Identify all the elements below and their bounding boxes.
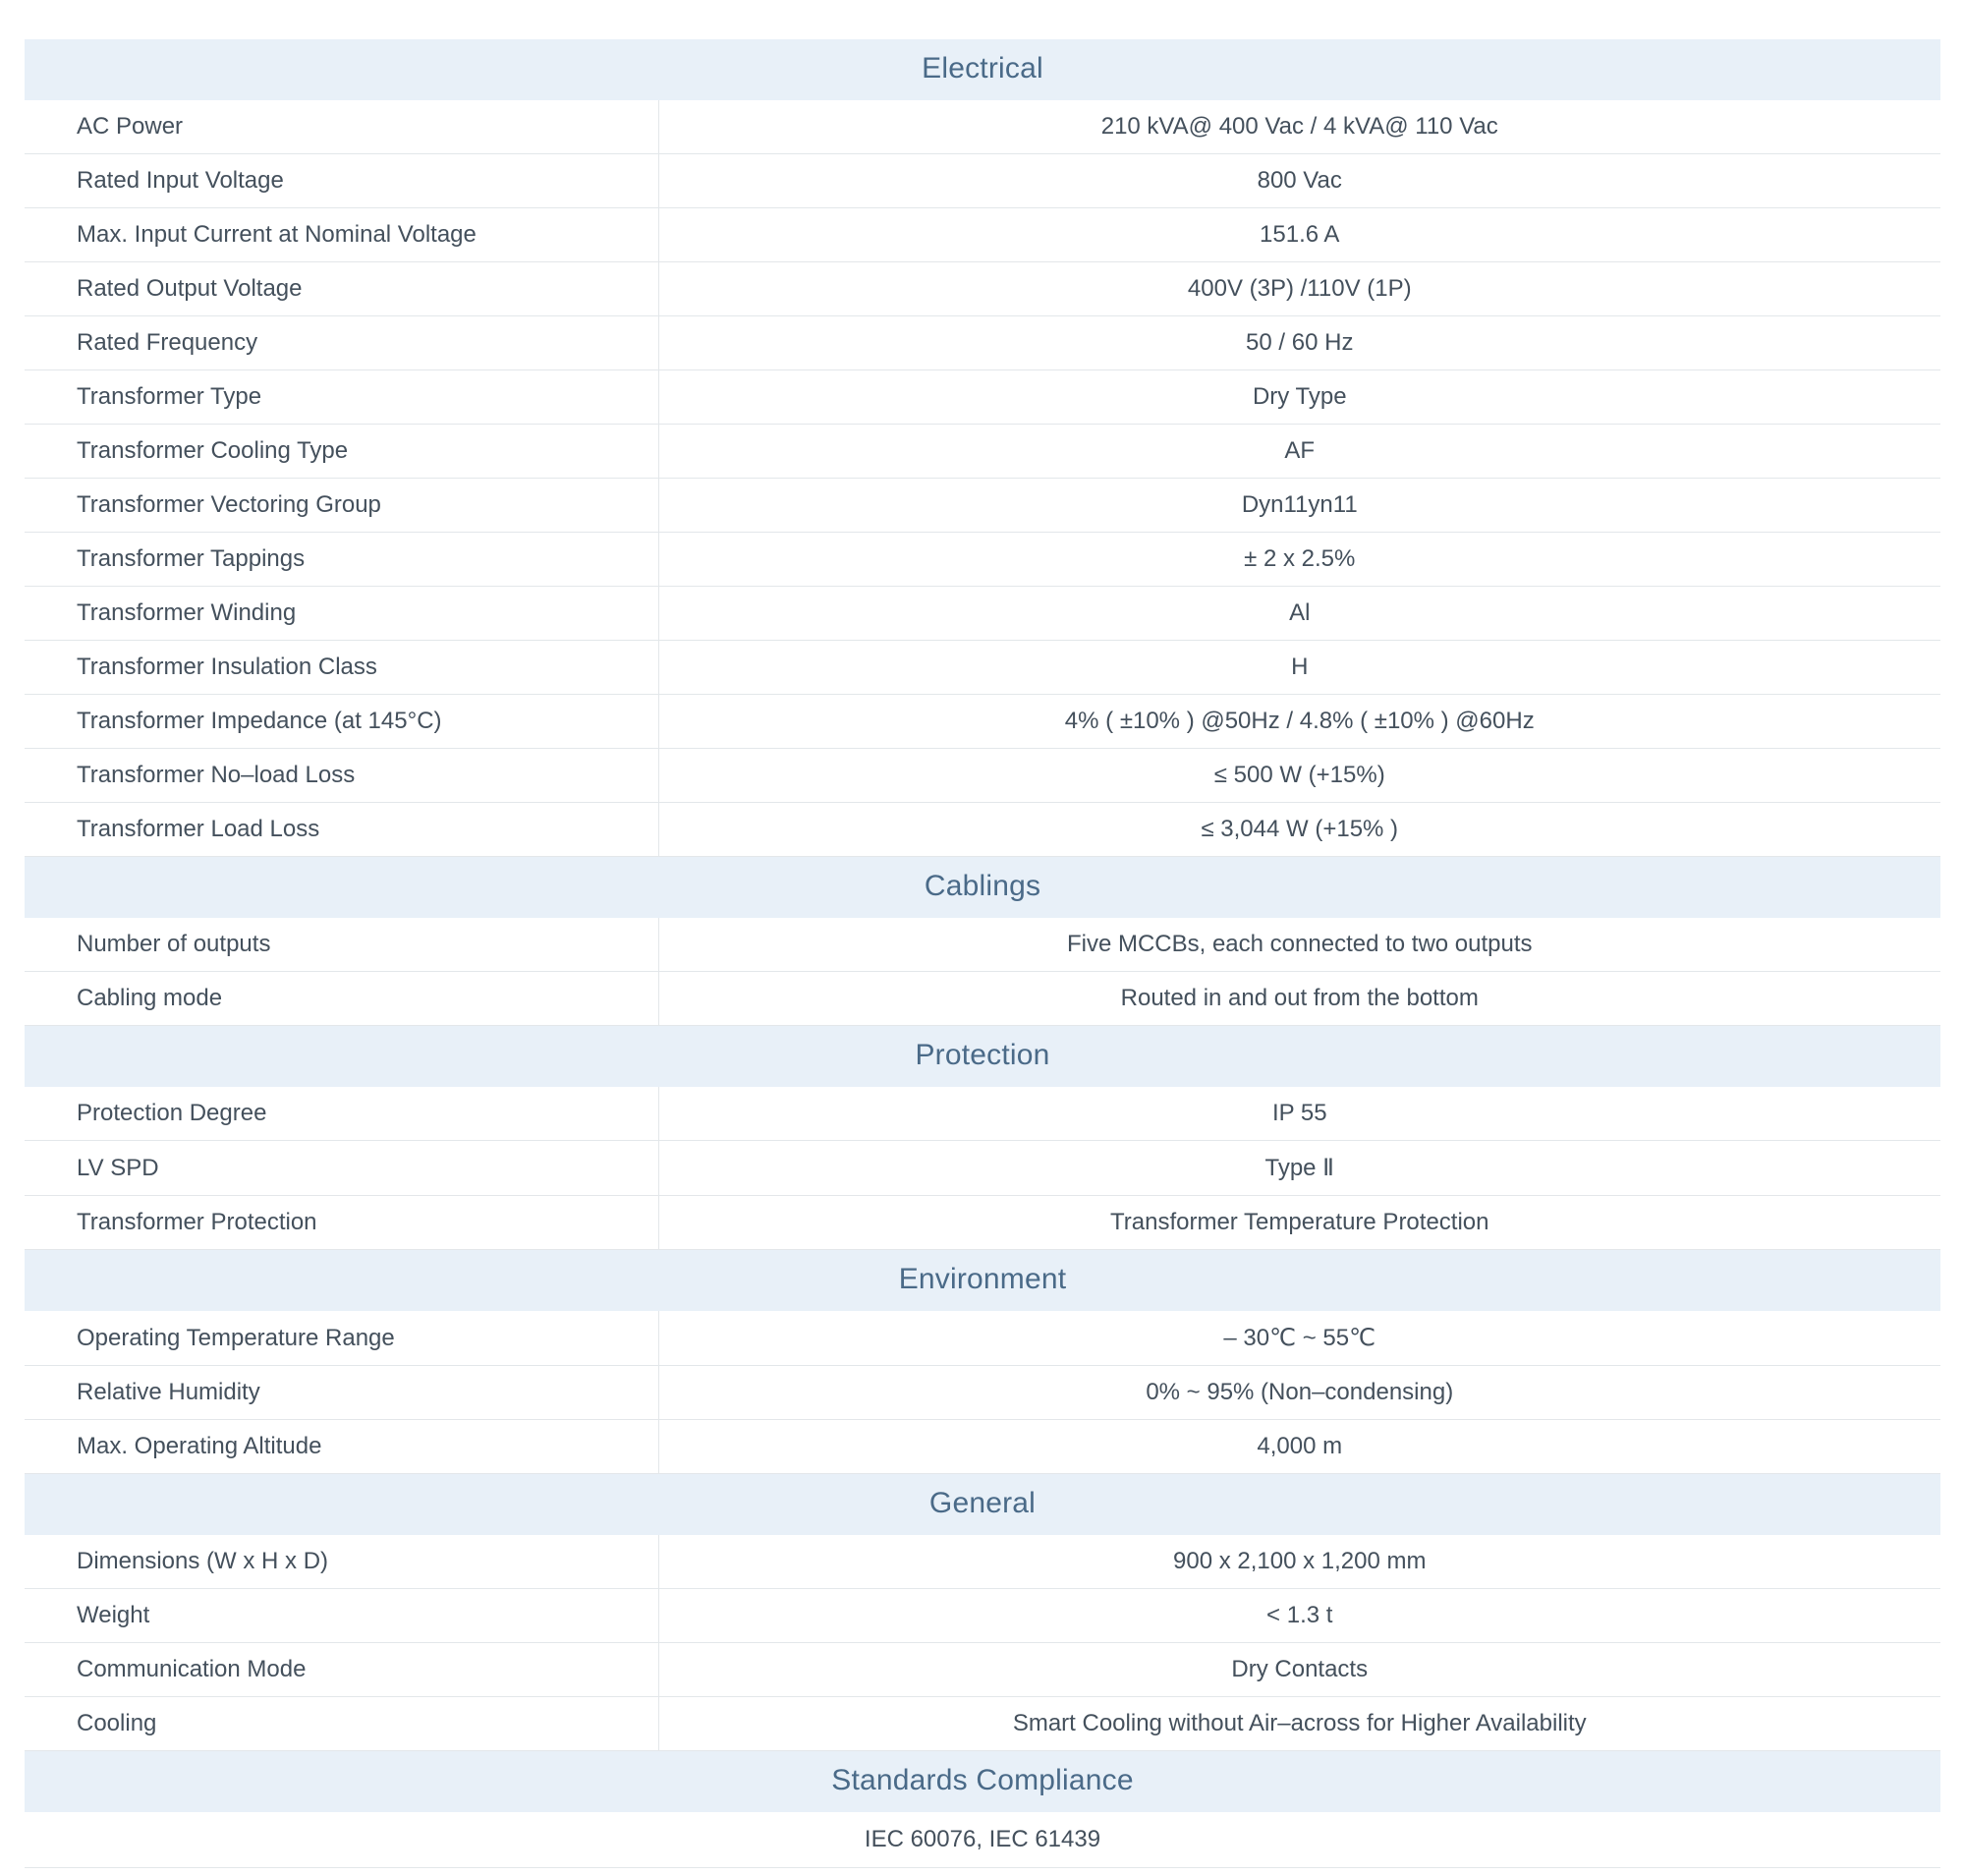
- table-row: [25, 262, 1940, 316]
- row-value: 210 kVA@ 400 Vac / 4 kVA@ 110 Vac: [658, 100, 1940, 154]
- table-row: [25, 479, 1940, 533]
- row-label: Weight: [25, 1589, 658, 1643]
- row-label: Transformer Winding: [25, 587, 658, 641]
- section-title: Standards Compliance: [25, 1751, 1940, 1813]
- table-row: [25, 1420, 1940, 1474]
- specification-table: [25, 39, 1940, 1876]
- row-label: Transformer Load Loss: [25, 803, 658, 857]
- row-label: Protection Degree: [25, 1087, 658, 1141]
- row-value: 50 / 60 Hz: [658, 316, 1940, 370]
- row-value: < 1.3 t: [658, 1589, 1940, 1643]
- row-value: Smart Cooling without Air–across for Higher Availability: [658, 1697, 1940, 1751]
- row-value: 400V (3P) /110V (1P): [658, 262, 1940, 316]
- specification-sheet: [25, 0, 1940, 1876]
- section-title: Protection: [25, 1026, 1940, 1088]
- section-header-general: [25, 1474, 1940, 1536]
- row-label: Relative Humidity: [25, 1366, 658, 1420]
- section-title: General: [25, 1474, 1940, 1536]
- table-row: [25, 316, 1940, 370]
- table-row: [25, 918, 1940, 972]
- table-row: [25, 1535, 1940, 1589]
- row-value: 900 x 2,100 x 1,200 mm: [658, 1535, 1940, 1589]
- row-label: Transformer No–load Loss: [25, 749, 658, 803]
- row-value: Al: [658, 587, 1940, 641]
- table-row: [25, 533, 1940, 587]
- row-value: ≤ 3,044 W (+15% ): [658, 803, 1940, 857]
- row-label: LV SPD: [25, 1141, 658, 1196]
- row-label: Cooling: [25, 1697, 658, 1751]
- table-row: [25, 587, 1940, 641]
- specification-table-body: [25, 39, 1940, 1876]
- row-value: 0% ~ 95% (Non–condensing): [658, 1366, 1940, 1420]
- row-value: AF: [658, 425, 1940, 479]
- table-row: [25, 695, 1940, 749]
- section-title: Environment: [25, 1250, 1940, 1312]
- section-header-standards-compliance: [25, 1751, 1940, 1813]
- table-row: [25, 154, 1940, 208]
- row-label: Dimensions (W x H x D): [25, 1535, 658, 1589]
- table-row: [25, 425, 1940, 479]
- row-value: ± 2 x 2.5%: [658, 533, 1940, 587]
- row-label: Rated Frequency: [25, 316, 658, 370]
- row-label: Transformer Protection: [25, 1196, 658, 1250]
- row-value: Transformer Temperature Protection: [658, 1196, 1940, 1250]
- row-label: Transformer Vectoring Group: [25, 479, 658, 533]
- row-value: Five MCCBs, each connected to two outputs: [658, 918, 1940, 972]
- row-value: Dry Contacts: [658, 1643, 1940, 1697]
- table-row: [25, 208, 1940, 262]
- section-header-cablings: [25, 857, 1940, 919]
- row-label: Cabling mode: [25, 972, 658, 1026]
- row-value: IEC 60076, IEC 61439: [25, 1812, 1940, 1868]
- row-label: Rated Output Voltage: [25, 262, 658, 316]
- table-row: [25, 1141, 1940, 1196]
- row-label: Number of outputs: [25, 918, 658, 972]
- row-value: – 30℃ ~ 55℃: [658, 1311, 1940, 1366]
- table-row: [25, 1366, 1940, 1420]
- row-value: 800 Vac: [658, 154, 1940, 208]
- row-value: Type Ⅱ: [658, 1141, 1940, 1196]
- row-value: Routed in and out from the bottom: [658, 972, 1940, 1026]
- row-label: Transformer Type: [25, 370, 658, 425]
- row-label: Transformer Cooling Type: [25, 425, 658, 479]
- row-value: Dyn11yn11: [658, 479, 1940, 533]
- table-row: [25, 1311, 1940, 1366]
- row-value: Dry Type: [658, 370, 1940, 425]
- row-label: Communication Mode: [25, 1643, 658, 1697]
- row-value: 4% ( ±10% ) @50Hz / 4.8% ( ±10% ) @60Hz: [658, 695, 1940, 749]
- row-label: Max. Operating Altitude: [25, 1420, 658, 1474]
- row-label: Max. Input Current at Nominal Voltage: [25, 208, 658, 262]
- row-label: Transformer Tappings: [25, 533, 658, 587]
- section-header-electrical: [25, 39, 1940, 100]
- row-label: Transformer Impedance (at 145°C): [25, 695, 658, 749]
- row-value: 151.6 A: [658, 208, 1940, 262]
- row-label: Transformer Insulation Class: [25, 641, 658, 695]
- row-value: 4,000 m: [658, 1420, 1940, 1474]
- row-label: AC Power: [25, 100, 658, 154]
- table-row: [25, 1196, 1940, 1250]
- table-row: [25, 641, 1940, 695]
- row-label: Operating Temperature Range: [25, 1311, 658, 1366]
- section-title: Electrical: [25, 39, 1940, 100]
- section-header-environment: [25, 1250, 1940, 1312]
- table-row: [25, 1589, 1940, 1643]
- table-footer-spacer: [25, 1868, 1940, 1876]
- table-row: [25, 370, 1940, 425]
- row-value: H: [658, 641, 1940, 695]
- table-row: [25, 1697, 1940, 1751]
- table-row: [25, 1087, 1940, 1141]
- table-row: [25, 749, 1940, 803]
- row-value: ≤ 500 W (+15%): [658, 749, 1940, 803]
- row-label: Rated Input Voltage: [25, 154, 658, 208]
- section-header-protection: [25, 1026, 1940, 1088]
- table-row: [25, 1643, 1940, 1697]
- table-row: [25, 972, 1940, 1026]
- table-row: [25, 100, 1940, 154]
- row-value: IP 55: [658, 1087, 1940, 1141]
- table-row: [25, 803, 1940, 857]
- table-row: [25, 1812, 1940, 1868]
- section-title: Cablings: [25, 857, 1940, 919]
